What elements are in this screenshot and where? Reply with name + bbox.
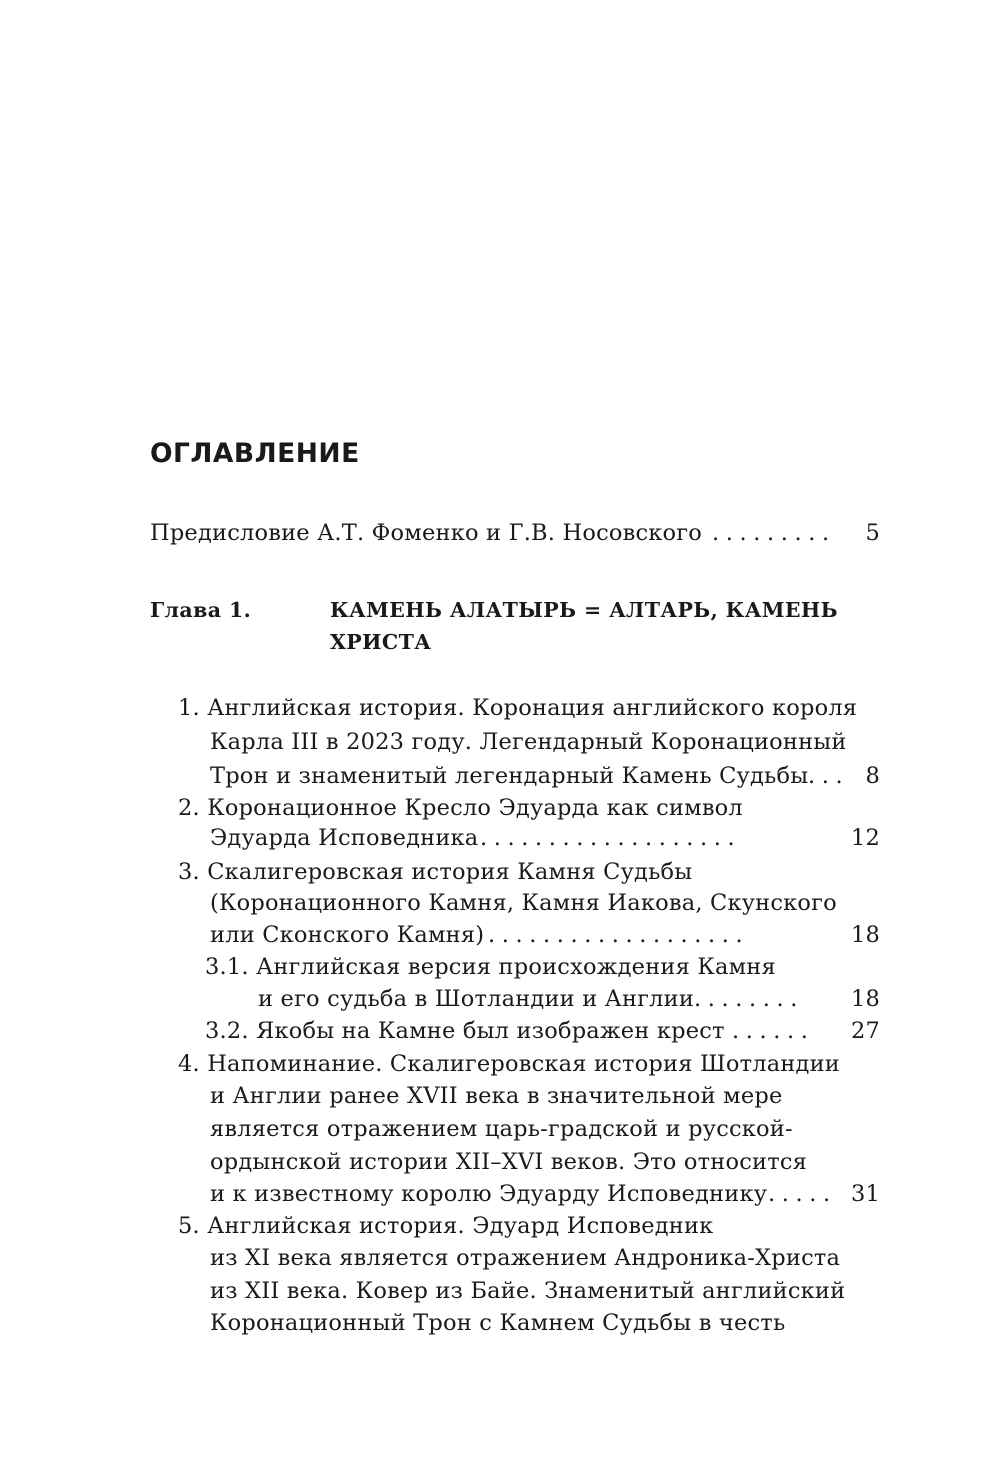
chapter-title-line: КАМЕНЬ АЛАТЫРЬ = АЛТАРЬ, КАМЕНЬ: [330, 598, 839, 622]
entry-page-number: 31: [850, 1181, 880, 1207]
entry-line: 3.2. Якобы на Камне был изображен крест: [205, 1018, 725, 1044]
entry-page-number: 18: [850, 922, 880, 948]
entry-line: и к известному королю Эдуарду Исповеднику: [210, 1181, 768, 1207]
entry-line: Трон и знаменитый легендарный Камень Судьбы: [210, 763, 809, 789]
entry-line: Карла III в 2023 году. Легендарный Коронационный: [210, 729, 847, 755]
entry-line: 2. Коронационное Кресло Эдуарда как символ: [178, 795, 743, 821]
entry-leader: ...: [808, 763, 850, 789]
preface-page-number: 5: [865, 520, 880, 546]
entry-leader: ...................: [488, 922, 750, 948]
entry-line: из XI века является отражением Андроника-Христа: [210, 1245, 841, 1271]
chapter-label: Глава 1.: [150, 598, 252, 622]
entry-line: 3. Скалигеровская история Камня Судьбы: [178, 859, 693, 885]
entry-line: или Сконского Камня): [210, 922, 485, 948]
entry-leader: ......: [732, 1018, 815, 1044]
entry-line: (Коронационного Камня, Камня Иакова, Скунского: [210, 890, 837, 916]
entry-line: Коронационный Трон с Камнем Судьбы в честь: [210, 1310, 786, 1336]
entry-line: 4. Напоминание. Скалигеровская история Шотландии: [178, 1051, 841, 1077]
entry-line: является отражением царь-градской и русской-: [210, 1116, 793, 1142]
entry-line: и его судьба в Шотландии и Англии: [258, 986, 695, 1012]
entry-line: 1. Английская история. Коронация английского короля: [178, 695, 858, 721]
entry-line: 3.1. Английская версия происхождения Камня: [205, 954, 776, 980]
preface-leader: .........: [712, 520, 836, 546]
entry-page-number: 8: [865, 763, 880, 789]
toc-heading: ОГЛАВЛЕНИЕ: [150, 438, 360, 469]
entry-page-number: 18: [850, 986, 880, 1012]
chapter-title-line: ХРИСТА: [330, 630, 432, 654]
preface-title: Предисловие А.Т. Фоменко и Г.В. Носовского: [150, 520, 703, 546]
entry-line: и Англии ранее XVII века в значительной мере: [210, 1083, 783, 1109]
entry-line: из XII века. Ковер из Байе. Знаменитый английский: [210, 1278, 846, 1304]
entry-leader: ...................: [480, 825, 742, 851]
entry-line: ордынской истории XII–XVI веков. Это относится: [210, 1149, 808, 1175]
entry-leader: .....: [768, 1181, 837, 1207]
entry-line: Эдуарда Исповедника: [210, 825, 479, 851]
entry-page-number: 12: [850, 825, 880, 851]
entry-page-number: 27: [850, 1018, 880, 1044]
entry-leader: ........: [694, 986, 805, 1012]
entry-line: 5. Английская история. Эдуард Исповедник: [178, 1213, 714, 1239]
